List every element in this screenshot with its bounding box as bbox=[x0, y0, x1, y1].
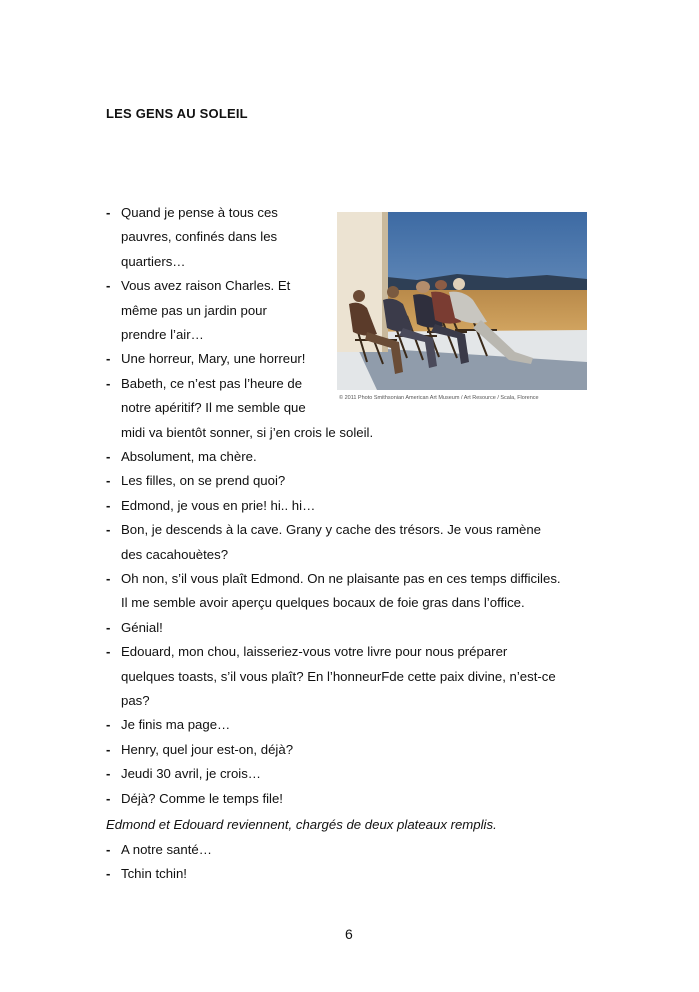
dialogue-text: Oh non, s’il vous plaît Edmond. On ne plaisante pas en ces temps difficiles. bbox=[121, 571, 561, 586]
dialogue-dash: - bbox=[106, 522, 111, 538]
dialogue-text: Génial! bbox=[121, 619, 163, 635]
dialogue-text: Vous avez raison Charles. Et bbox=[121, 278, 291, 294]
dialogue-text: Une horreur, Mary, une horreur! bbox=[121, 351, 306, 367]
dialogue-text: Edouard, mon chou, laisseriez-vous votre livre pour nous préparer bbox=[121, 644, 508, 660]
dialogue-dash: - bbox=[106, 766, 111, 782]
dialogue-text: Absolument, ma chère. bbox=[121, 449, 257, 464]
dialogue-text: Henry, quel jour est-on, déjà? bbox=[121, 741, 294, 757]
dialogue-text: Babeth, ce n’est pas l’heure de bbox=[121, 375, 303, 391]
dialogue-text: Les filles, on se prend quoi? bbox=[121, 473, 286, 489]
dialogue-text: même pas un jardin pour bbox=[121, 302, 267, 318]
dialogue-dash: - bbox=[106, 717, 111, 733]
page-title: LES GENS AU SOLEIL bbox=[106, 106, 248, 121]
dialogue-text: pas? bbox=[121, 693, 150, 708]
dialogue-text: Tchin tchin! bbox=[121, 866, 187, 882]
dialogue-text: Je finis ma page… bbox=[121, 717, 231, 733]
dialogue-text: des cacahouètes? bbox=[121, 546, 229, 562]
dialogue-text: Il me semble avoir aperçu quelques bocaux de foie gras dans l’office. bbox=[121, 595, 525, 611]
painting-people-in-the-sun bbox=[337, 212, 587, 402]
dialogue-text: quartiers… bbox=[121, 253, 186, 269]
dialogue-text: pauvres, confinés dans les bbox=[121, 229, 278, 245]
dialogue-text: Bon, je descends à la cave. Grany y cache des trésors. Je vous ramène bbox=[121, 522, 542, 538]
dialogue-dash: - bbox=[106, 497, 111, 513]
dialogue-dash: - bbox=[106, 205, 111, 220]
dialogue-text: notre apéritif? Il me semble que bbox=[121, 400, 306, 416]
dialogue-text: A notre santé… bbox=[121, 842, 212, 857]
dialogue-dash: - bbox=[106, 278, 111, 294]
dialogue-text: quelques toasts, s’il vous plaît? En l’honneurFde cette paix divine, n’est-ce bbox=[121, 668, 556, 684]
dialogue-text: Déjà? Comme le temps file! bbox=[121, 790, 283, 806]
dialogue-dash: - bbox=[106, 644, 111, 660]
dialogue-text: Edmond, je vous en prie! hi.. hi… bbox=[121, 497, 316, 513]
dialogue-text: Quand je pense à tous ces bbox=[121, 205, 278, 220]
image-caption: © 2011 Photo Smithsonian American Art Museum / Art Resource / Scala, Florence bbox=[339, 395, 539, 401]
dialogue-dash: - bbox=[106, 866, 111, 882]
dialogue-text: midi va bientôt sonner, si j’en crois le soleil. bbox=[121, 424, 374, 440]
dialogue-dash: - bbox=[106, 473, 111, 489]
dialogue-dash: - bbox=[106, 790, 111, 806]
dialogue-dash: - bbox=[106, 449, 111, 464]
dialogue-dash: - bbox=[106, 619, 111, 635]
dialogue-text: Jeudi 30 avril, je crois… bbox=[121, 766, 261, 782]
dialogue-dash: - bbox=[106, 571, 111, 586]
dialogue-dash: - bbox=[106, 351, 111, 367]
stage-direction: Edmond et Edouard reviennent, chargés de deux plateaux remplis. bbox=[106, 817, 497, 832]
dialogue-dash: - bbox=[106, 842, 111, 857]
page-number: 6 bbox=[345, 926, 353, 942]
dialogue-dash: - bbox=[106, 375, 111, 391]
dialogue-text: prendre l’air… bbox=[121, 327, 204, 342]
dialogue-dash: - bbox=[106, 741, 111, 757]
